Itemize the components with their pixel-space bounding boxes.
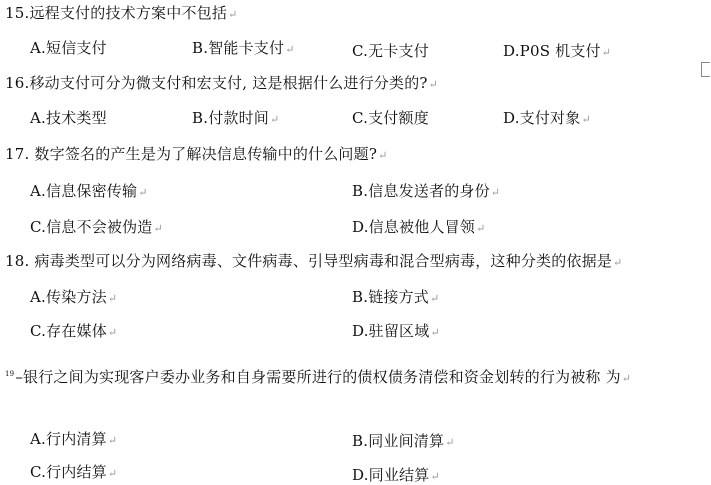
question-17-option-b — [352, 180, 500, 201]
question-15-option-a — [30, 37, 107, 58]
paragraph-mark: ↵ — [445, 436, 455, 449]
option-c-text: C.信息不会被伪造 — [30, 218, 153, 236]
question-19-option-d — [352, 464, 440, 485]
question-15-option-d — [503, 40, 611, 61]
option-c-text: C.支付额度 — [352, 109, 429, 127]
question-16-option-a — [30, 107, 107, 128]
paragraph-mark: ↵ — [476, 222, 486, 235]
question-16-stem — [5, 72, 438, 93]
option-c-text: C.无卡支付 — [352, 42, 429, 60]
option-d-text: D.同业结算 — [352, 466, 430, 484]
option-a-text: A.行内清算 — [30, 430, 107, 448]
paragraph-mark: ↵ — [138, 186, 148, 199]
paragraph-mark: ↵ — [621, 372, 632, 385]
question-17-option-c — [30, 216, 163, 237]
margin-crop-mark — [701, 62, 710, 77]
option-b-text: B.链接方式 — [352, 288, 429, 306]
question-19-option-b — [352, 430, 455, 451]
question-15-option-c — [352, 40, 429, 61]
question-15-stem — [5, 2, 237, 23]
paragraph-mark: ↵ — [430, 292, 440, 305]
option-d-text: D.驻留区域 — [352, 322, 430, 340]
paragraph-mark: ↵ — [430, 470, 440, 483]
question-19-number: 19 — [5, 370, 15, 378]
question-16-option-c — [352, 107, 429, 128]
paragraph-mark: ↵ — [378, 149, 388, 162]
question-16-option-b — [192, 107, 279, 128]
question-18-option-b — [352, 286, 439, 307]
paragraph-mark: ↵ — [428, 78, 439, 91]
option-a-text: A.技术类型 — [30, 109, 107, 127]
paragraph-mark: ↵ — [107, 467, 118, 480]
option-a-text: A.信息保密传输 — [30, 182, 138, 200]
question-18-option-c — [30, 320, 117, 341]
question-18-text: 18. 病毒类型可以分为网络病毒、文件病毒、引导型病毒和混合型病毒，这种分类的依据是 — [5, 252, 613, 270]
option-b-text: B.信息发送者的身份 — [352, 182, 490, 200]
paragraph-mark: ↵ — [490, 186, 501, 199]
question-15-option-b — [192, 37, 295, 58]
option-b-text: B.同业间清算 — [352, 432, 445, 450]
question-19-option-a — [30, 428, 117, 449]
paragraph-mark: ↵ — [228, 8, 238, 21]
option-d-text: D.支付对象 — [503, 109, 581, 127]
option-b-text: B.智能卡支付 — [192, 39, 285, 57]
question-19-text: –银行之间为实现客户委办业务和自身需要所进行的债权债务清偿和资金划转的行为被称 为 — [15, 368, 621, 386]
paragraph-mark: ↵ — [581, 113, 591, 126]
option-b-text: B.付款时间 — [192, 109, 269, 127]
option-d-text: D.信息被他人冒领 — [352, 218, 476, 236]
question-18-stem — [5, 250, 622, 271]
question-15-text: 15.远程支付的技术方案中不包括 — [5, 4, 228, 22]
option-c-text: C.存在媒体 — [30, 322, 107, 340]
question-19-stem — [5, 366, 631, 387]
option-d-text: D.P0S 机支付 — [503, 42, 601, 60]
paragraph-mark: ↵ — [613, 256, 623, 269]
paragraph-mark: ↵ — [285, 43, 295, 56]
paragraph-mark: ↵ — [270, 113, 280, 126]
question-19-option-c — [30, 461, 117, 482]
question-18-option-a — [30, 286, 117, 307]
paragraph-mark: ↵ — [153, 222, 163, 235]
paragraph-mark: ↵ — [601, 46, 612, 59]
option-a-text: A.传染方法 — [30, 288, 107, 306]
option-a-text: A.短信支付 — [30, 39, 107, 57]
question-16-option-d — [503, 107, 591, 128]
paragraph-mark: ↵ — [107, 434, 118, 447]
paragraph-mark: ↵ — [107, 292, 118, 305]
question-17-text: 17. 数字签名的产生是为了解决信息传输中的什么问题? — [5, 145, 378, 163]
option-c-text: C.行内结算 — [30, 463, 107, 481]
question-18-option-d — [352, 320, 440, 341]
question-16-text: 16.移动支付可分为微支付和宏支付, 这是根据什么进行分类的? — [5, 74, 428, 92]
question-17-stem — [5, 143, 388, 164]
paragraph-mark: ↵ — [107, 326, 118, 339]
paragraph-mark: ↵ — [430, 326, 440, 339]
question-17-option-a — [30, 180, 148, 201]
question-17-option-d — [352, 216, 485, 237]
